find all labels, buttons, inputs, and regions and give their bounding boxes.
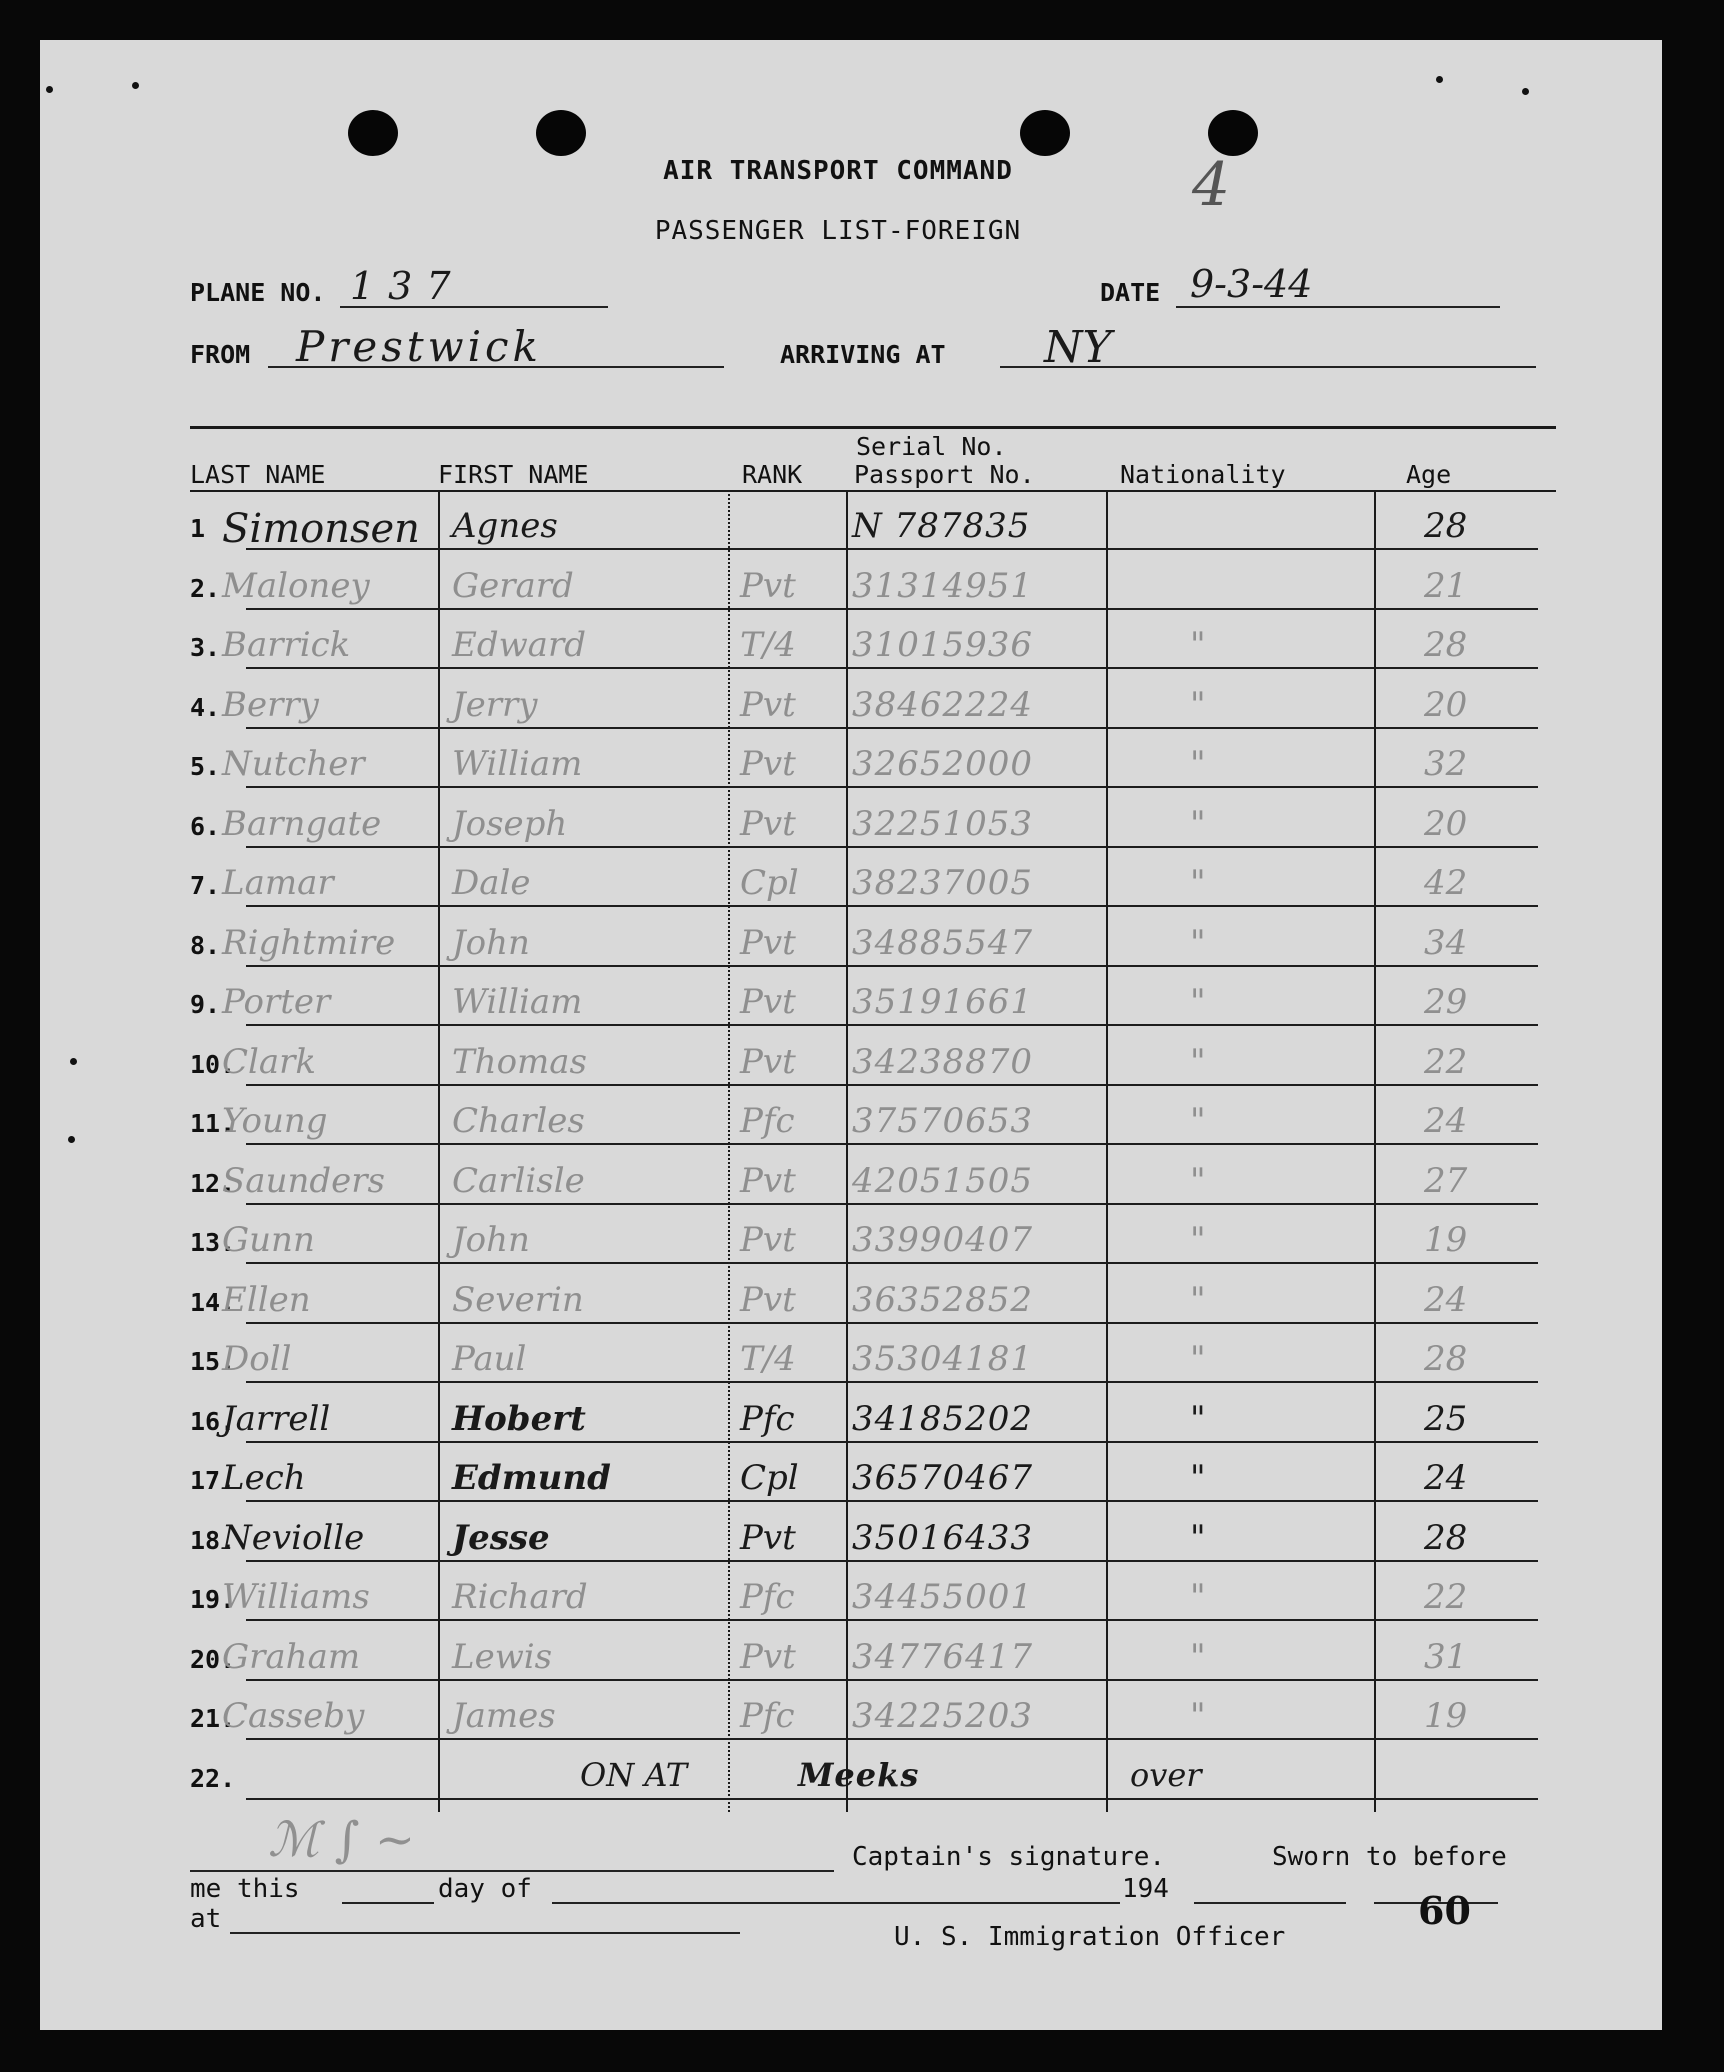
col-serial-line1: Serial No.: [856, 432, 1007, 461]
row-line: [246, 1798, 1538, 1800]
age-cell: 21: [1424, 565, 1468, 606]
year-blank: [1194, 1902, 1346, 1904]
row-line: [246, 1500, 1538, 1502]
age-cell: 28: [1424, 625, 1468, 665]
captain-signature-line: [190, 1870, 834, 1872]
row-line: [246, 727, 1538, 729]
passenger-row: [0, 1571, 1724, 1631]
plane-label: PLANE NO.: [190, 278, 326, 307]
rank-cell: Pvt: [740, 1517, 796, 1558]
first-name-cell: Lewis: [452, 1636, 553, 1677]
day-of-label: day of: [438, 1874, 532, 1904]
col-last-name: LAST NAME: [190, 460, 326, 489]
age-cell: 27: [1424, 1160, 1468, 1201]
rank-cell: Pvt: [740, 1279, 796, 1320]
rank-cell: Pfc: [740, 1398, 795, 1439]
age-cell: 28: [1424, 506, 1468, 546]
row-number: 13.: [190, 1228, 236, 1257]
row-number: 19.: [190, 1585, 236, 1614]
col-rank: RANK: [742, 460, 803, 489]
rank-cell: Pvt: [740, 1636, 796, 1677]
punch-hole-1: [348, 110, 398, 156]
first-name-cell: Thomas: [452, 1041, 588, 1082]
row-line: [246, 1441, 1538, 1443]
nationality-cell: ": [1190, 1458, 1206, 1498]
row-line: [246, 1143, 1538, 1145]
rank-cell: Pfc: [740, 1696, 795, 1736]
first-name-cell: Jerry: [452, 684, 538, 725]
last-name-cell: Rightmire: [222, 922, 396, 963]
age-cell: 24: [1424, 1458, 1468, 1498]
last-name-cell: Porter: [222, 982, 331, 1022]
nationality-cell: ": [1190, 1577, 1206, 1617]
first-name-cell: Charles: [452, 1101, 585, 1141]
passenger-row: [0, 560, 1724, 620]
passenger-row: [0, 1512, 1724, 1572]
serial-cell: 36570467: [852, 1458, 1034, 1498]
last-name-cell: Graham: [222, 1636, 361, 1677]
page-mark: 60: [1418, 1888, 1471, 1933]
passenger-row: [0, 1750, 1724, 1810]
last-name-cell: Casseby: [222, 1696, 365, 1736]
row-line: [246, 1024, 1538, 1026]
age-cell: 24: [1424, 1279, 1468, 1320]
rank-cell: Pvt: [740, 982, 796, 1022]
row-line: [246, 1381, 1538, 1383]
age-cell: 22: [1424, 1577, 1468, 1617]
serial-cell: 42051505: [852, 1160, 1034, 1201]
row-number: 17.: [190, 1466, 236, 1495]
rank-cell: Pvt: [740, 684, 796, 725]
rank-cell: Pfc: [740, 1577, 795, 1617]
last-name-cell: Ellen: [222, 1279, 311, 1320]
serial-cell: Meeks: [798, 1755, 920, 1794]
captain-signature-mark: ℳ ∫ ~: [268, 1812, 416, 1868]
passenger-row: [0, 798, 1724, 858]
last-name-cell: Doll: [222, 1339, 292, 1379]
age-cell: 22: [1424, 1041, 1468, 1082]
age-cell: 19: [1424, 1220, 1468, 1260]
row-number: 18.: [190, 1525, 236, 1555]
age-cell: 24: [1424, 1101, 1468, 1141]
first-name-cell: ON AT: [580, 1755, 688, 1794]
nationality-cell: ": [1190, 1398, 1206, 1439]
row-number: 20.: [190, 1644, 236, 1674]
row-number: 3.: [190, 633, 221, 662]
nationality-cell: ": [1190, 1101, 1206, 1141]
arriving-label: ARRIVING AT: [780, 340, 946, 369]
serial-cell: 32652000: [852, 744, 1034, 784]
serial-cell: 38237005: [852, 863, 1034, 903]
header-rule: [190, 426, 1556, 429]
column-header-rule: [190, 490, 1556, 492]
col-age: Age: [1406, 460, 1452, 489]
serial-cell: 36352852: [852, 1279, 1034, 1320]
nationality-cell: ": [1190, 1696, 1206, 1736]
first-name-cell: Jesse: [452, 1517, 550, 1558]
first-name-cell: James: [452, 1696, 556, 1736]
serial-cell: 34225203: [852, 1696, 1034, 1736]
row-line: [246, 905, 1538, 907]
first-name-cell: John: [452, 1220, 530, 1260]
passenger-row: [0, 1274, 1724, 1334]
passenger-row: [0, 1036, 1724, 1096]
age-cell: 28: [1424, 1339, 1468, 1379]
serial-cell: 35191661: [852, 982, 1034, 1022]
first-name-cell: Edmund: [452, 1458, 611, 1498]
rank-cell: Cpl: [740, 863, 799, 903]
speck: [46, 86, 53, 93]
form-subtitle: PASSENGER LIST-FOREIGN: [654, 216, 1022, 246]
rank-cell: Cpl: [740, 1458, 799, 1498]
age-cell: 19: [1424, 1696, 1468, 1736]
punch-hole-2: [536, 110, 586, 156]
row-line: [246, 608, 1538, 610]
nationality-cell: ": [1190, 982, 1206, 1022]
age-cell: 28: [1424, 1517, 1468, 1558]
last-name-cell: Young: [222, 1101, 328, 1141]
passenger-row: [0, 976, 1724, 1036]
rank-cell: Pvt: [740, 803, 796, 844]
last-name-cell: Simonsen: [222, 506, 420, 552]
first-name-cell: Richard: [452, 1577, 588, 1617]
serial-cell: N 787835: [852, 506, 1031, 546]
passenger-row: [0, 679, 1724, 739]
passenger-row: [0, 1214, 1724, 1274]
me-this-label: me this: [190, 1874, 300, 1904]
last-name-cell: Williams: [222, 1577, 370, 1617]
serial-cell: 34776417: [852, 1636, 1034, 1677]
speck: [132, 82, 139, 89]
rank-cell: Pvt: [740, 1160, 796, 1201]
passenger-row: [0, 1095, 1724, 1155]
punch-hole-3: [1020, 110, 1070, 156]
row-line: [246, 1560, 1538, 1562]
day-blank: [342, 1902, 434, 1904]
last-name-cell: Lech: [222, 1458, 306, 1498]
nationality-cell: ": [1190, 922, 1206, 963]
immigration-officer-label: U. S. Immigration Officer: [894, 1922, 1286, 1952]
row-number: 6.: [190, 811, 221, 841]
rank-cell: Pvt: [740, 565, 796, 606]
passenger-row: [0, 619, 1724, 679]
first-name-cell: Edward: [452, 625, 586, 665]
row-line: [246, 1203, 1538, 1205]
nationality-cell: ": [1190, 1160, 1206, 1201]
passenger-row: [0, 1333, 1724, 1393]
last-name-cell: Barngate: [222, 803, 382, 844]
col-first-name: FIRST NAME: [438, 460, 589, 489]
serial-cell: 38462224: [852, 684, 1034, 725]
row-number: 15.: [190, 1347, 236, 1376]
captain-signature-label: Captain's signature.: [852, 1842, 1166, 1872]
last-name-cell: Berry: [222, 684, 319, 725]
serial-cell: 37570653: [852, 1101, 1034, 1141]
date-label: DATE: [1100, 278, 1161, 307]
row-line: [246, 1084, 1538, 1086]
first-name-cell: Hobert: [452, 1398, 586, 1439]
first-name-cell: Agnes: [452, 506, 558, 546]
first-name-cell: William: [452, 744, 583, 784]
age-cell: 31: [1424, 1636, 1468, 1677]
row-line: [246, 786, 1538, 788]
row-number: 8.: [190, 930, 221, 960]
row-line: [246, 1322, 1538, 1324]
first-name-cell: Gerard: [452, 565, 574, 606]
serial-cell: 34185202: [852, 1398, 1034, 1439]
nationality-cell: ": [1190, 1220, 1206, 1260]
row-number: 7.: [190, 871, 221, 900]
last-name-cell: Lamar: [222, 863, 334, 903]
rank-cell: Pvt: [740, 1220, 796, 1260]
passenger-row: [0, 857, 1724, 917]
first-name-cell: Joseph: [452, 803, 568, 844]
row-number: 21.: [190, 1704, 236, 1733]
date-underline: [1176, 306, 1500, 308]
rank-cell: Pvt: [740, 1041, 796, 1082]
row-number: 11.: [190, 1109, 236, 1138]
corner-mark: 4: [1192, 150, 1231, 220]
first-name-cell: Paul: [452, 1339, 527, 1379]
serial-cell: 33990407: [852, 1220, 1034, 1260]
row-line: [246, 1738, 1538, 1740]
from-label: FROM: [190, 340, 251, 369]
serial-cell: 32251053: [852, 803, 1034, 844]
serial-cell: 31314951: [852, 565, 1034, 606]
first-name-cell: William: [452, 982, 583, 1022]
from-value: Prestwick: [296, 322, 542, 371]
serial-cell: 31015936: [852, 625, 1034, 665]
nationality-cell: over: [1130, 1755, 1202, 1794]
plane-value: 137: [350, 264, 465, 308]
passenger-row: [0, 917, 1724, 977]
first-name-cell: John: [452, 922, 530, 963]
form-title: AIR TRANSPORT COMMAND: [663, 156, 1013, 186]
first-name-cell: Dale: [452, 863, 531, 903]
age-cell: 42: [1424, 863, 1468, 903]
passenger-row: [0, 1155, 1724, 1215]
serial-cell: 34455001: [852, 1577, 1034, 1617]
row-line: [246, 667, 1538, 669]
row-number: 9.: [190, 990, 221, 1019]
row-line: [246, 1262, 1538, 1264]
last-name-cell: Nutcher: [222, 744, 365, 784]
rank-cell: Pvt: [740, 744, 796, 784]
row-number: 5.: [190, 752, 221, 781]
passenger-row: [0, 1393, 1724, 1453]
row-line: [246, 548, 1538, 550]
rank-cell: Pvt: [740, 922, 796, 963]
date-value: 9-3-44: [1190, 262, 1313, 306]
nationality-cell: ": [1190, 684, 1206, 725]
nationality-cell: ": [1190, 863, 1206, 903]
row-number: 16.: [190, 1406, 236, 1436]
nationality-cell: ": [1190, 1636, 1206, 1677]
age-cell: 20: [1424, 803, 1468, 844]
passenger-row: [0, 1631, 1724, 1691]
last-name-cell: Neviolle: [222, 1517, 365, 1558]
speck: [1522, 88, 1529, 95]
passenger-row: [0, 500, 1724, 560]
serial-cell: 34885547: [852, 922, 1034, 963]
nationality-cell: ": [1190, 1517, 1206, 1558]
rank-cell: T/4: [740, 1339, 796, 1379]
rank-cell: T/4: [740, 625, 796, 665]
passenger-row: [0, 1452, 1724, 1512]
passenger-row: [0, 1690, 1724, 1750]
last-name-cell: Clark: [222, 1041, 317, 1082]
row-number: 1: [190, 514, 206, 543]
first-name-cell: Severin: [452, 1279, 584, 1320]
nationality-cell: ": [1190, 1041, 1206, 1082]
col-serial-line2: Passport No.: [854, 460, 1035, 489]
at-label: at: [190, 1904, 222, 1934]
row-number: 2.: [190, 573, 221, 603]
row-line: [246, 846, 1538, 848]
last-name-cell: Saunders: [222, 1160, 385, 1201]
row-number: 14.: [190, 1287, 236, 1317]
nationality-cell: ": [1190, 744, 1206, 784]
first-name-cell: Carlisle: [452, 1160, 585, 1201]
serial-cell: 34238870: [852, 1041, 1034, 1082]
nationality-cell: ": [1190, 1279, 1206, 1320]
nationality-cell: ": [1190, 803, 1206, 844]
last-name-cell: Maloney: [222, 565, 370, 606]
age-cell: 29: [1424, 982, 1468, 1022]
last-name-cell: Jarrell: [222, 1398, 331, 1439]
last-name-cell: Barrick: [222, 625, 351, 665]
sworn-text: Sworn to before: [1272, 1842, 1507, 1872]
age-cell: 32: [1424, 744, 1468, 784]
serial-cell: 35304181: [852, 1339, 1034, 1379]
nationality-cell: ": [1190, 1339, 1206, 1379]
speck: [1436, 76, 1443, 83]
row-line: [246, 965, 1538, 967]
nationality-cell: ": [1190, 625, 1206, 665]
row-line: [246, 1619, 1538, 1621]
row-number: 4.: [190, 692, 221, 722]
last-name-cell: Gunn: [222, 1220, 315, 1260]
passenger-row: [0, 738, 1724, 798]
col-nationality: Nationality: [1120, 460, 1286, 489]
age-cell: 25: [1424, 1398, 1468, 1439]
row-number: 12.: [190, 1168, 236, 1198]
row-number: 10.: [190, 1049, 236, 1079]
row-number: 22.: [190, 1763, 236, 1793]
serial-cell: 35016433: [852, 1517, 1034, 1558]
year-prefix: 194: [1122, 1874, 1169, 1904]
age-cell: 34: [1424, 922, 1468, 963]
row-line: [246, 1679, 1538, 1681]
at-blank: [230, 1932, 740, 1934]
age-cell: 20: [1424, 684, 1468, 725]
rank-cell: Pfc: [740, 1101, 795, 1141]
day-of-blank: [552, 1902, 1120, 1904]
arriving-value: NY: [1044, 322, 1112, 373]
